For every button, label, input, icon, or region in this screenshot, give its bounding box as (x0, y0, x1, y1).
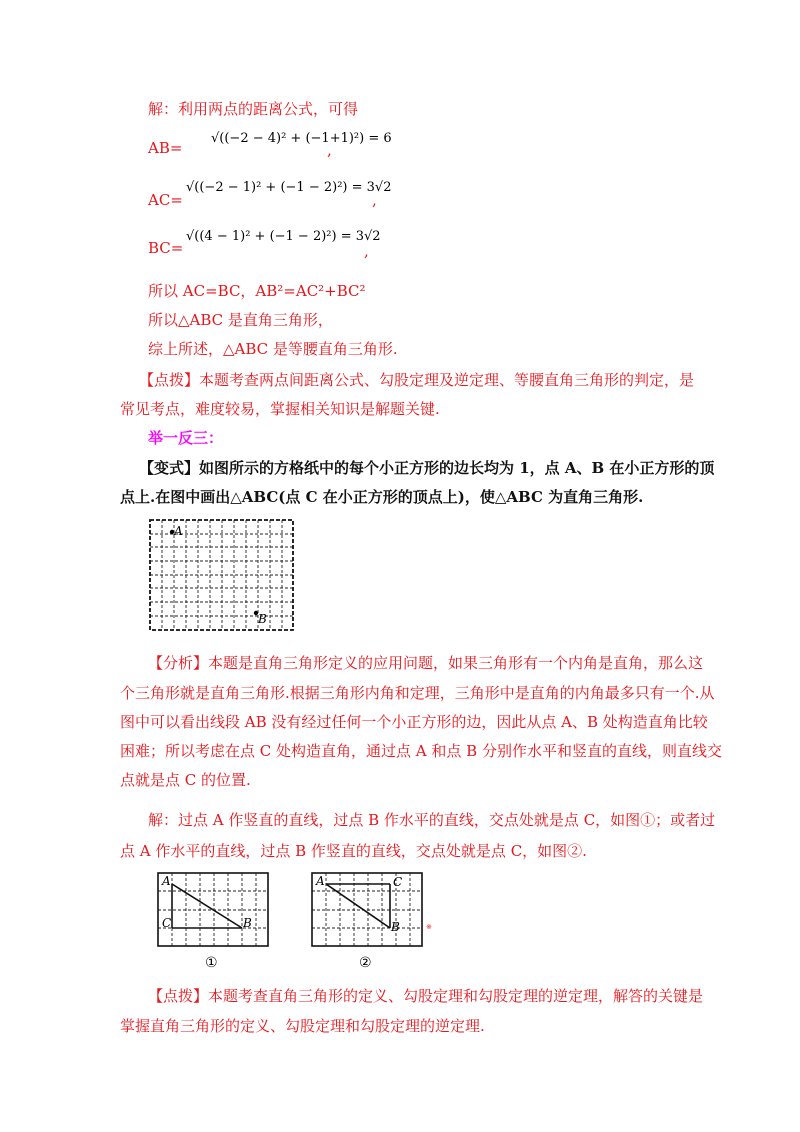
section-title: 举一反三： (148, 429, 224, 447)
grid-lines (150, 520, 293, 630)
solution-intro: 解：利用两点的距离公式，可得 (148, 100, 359, 118)
tip2-line1: 【点拨】本题考查直角三角形的定义、勾股定理和勾股定理的逆定理，解答的关键是 (148, 987, 704, 1005)
variant-line2: 点上.在图中画出△ABC(点 C 在小正方形的顶点上)，使△ABC 为直角三角形. (120, 488, 644, 506)
analysis-line5: 点就是点 C 的位置. (120, 771, 251, 789)
label-a: A (174, 524, 183, 538)
figure-number-1: ① (205, 955, 218, 971)
so-ac-eq-bc: 所以 AC=BC，AB²=AC²+BC² (148, 282, 366, 300)
variant-line1: 【变式】如图所示的方格纸中的每个小正方形的边长均为 1，点 A、B 在小正方形的顶 (139, 459, 715, 477)
solution2-line1: 解：过点 A 作竖直的直线，过点 B 作水平的直线，交点处就是点 C，如图①；或者过 (148, 811, 716, 829)
label-c: C (393, 875, 403, 889)
conclusion-line: 综上所述，△ABC 是等腰直角三角形. (148, 340, 398, 358)
ab-comma: , (327, 141, 332, 159)
label-b: B (243, 916, 252, 930)
solution2-line2: 点 A 作水平的直线，过点 B 作竖直的直线，交点处就是点 C，如图②. (120, 842, 587, 860)
figure-number-2: ② (359, 955, 372, 971)
analysis-line1: 【分析】本题是直角三角形定义的应用问题，如果三角形有一个内角是直角，那么这 (148, 654, 704, 672)
bc-label: BC= (148, 239, 184, 257)
label-c: C (162, 916, 172, 930)
figure-2 (312, 873, 437, 973)
question-grid-figure (150, 520, 295, 632)
tip1-line2: 常见考点，难度较易，掌握相关知识是解题关键. (120, 400, 440, 418)
analysis-line4: 困难；所以考虑在点 C 处构造直角，通过点 A 和点 B 分别作水平和竖直的直线，则直线交 (120, 742, 722, 760)
tip1-line1: 【点拨】本题考查两点间距离公式、勾股定理及逆定理、等腰直角三角形的判定，是 (139, 371, 695, 389)
right-triangle-line: 所以△ABC 是直角三角形， (148, 311, 333, 329)
ab-label: AB= (148, 139, 183, 157)
anchor-mark: ※ (426, 923, 432, 931)
tip2-line2: 掌握直角三角形的定义、勾股定理和勾股定理的逆定理. (120, 1017, 485, 1035)
label-a: A (162, 874, 171, 888)
label-b: B (258, 612, 267, 626)
label-a: A (316, 874, 325, 888)
segment-ab (172, 884, 242, 928)
analysis-line2: 个三角形就是直角三角形.根据三角形内角和定理，三角形中是直角的内角最多只有一个.从 (120, 684, 715, 702)
bc-formula: √((4 − 1)² + (−1 − 2)²) = 3√2 (186, 229, 381, 244)
ac-formula: √((−2 − 1)² + (−1 − 2)²) = 3√2 (186, 180, 392, 195)
analysis-line3: 图中可以看出线段 AB 没有经过任何一个小正方形的边，因此从点 A、B 处构造直角比较 (120, 713, 708, 731)
ab-formula: √((−2 − 4)² + (−1+1)²) = 6 (211, 131, 392, 146)
figure-1 (158, 873, 270, 973)
ac-label: AC= (148, 191, 183, 209)
bc-comma: , (364, 242, 369, 260)
label-b: B (391, 920, 400, 934)
ac-comma: , (372, 191, 377, 209)
